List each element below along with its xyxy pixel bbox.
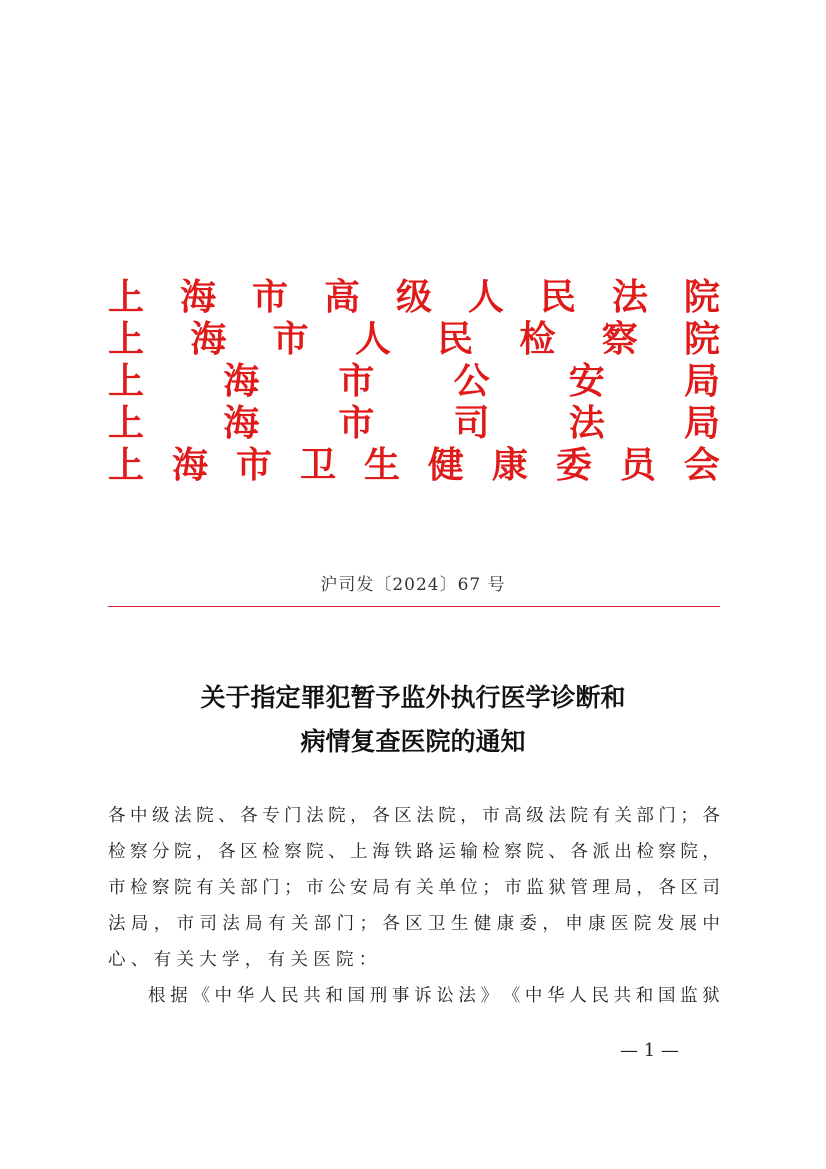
body-char: 委 — [519, 914, 537, 934]
body-char: 市 — [108, 878, 126, 898]
body-char: ， — [153, 914, 172, 934]
body-char: ， — [196, 842, 214, 862]
issuer-char: 人 — [467, 276, 504, 318]
issuer-char: 上 — [108, 444, 145, 486]
body-char: 狱 — [702, 986, 720, 1006]
body-char: 单 — [438, 878, 456, 898]
issuer-char: 公 — [453, 360, 490, 402]
issuer-char: 级 — [395, 276, 432, 318]
body-char: 据 — [170, 986, 188, 1006]
body-char: 察 — [152, 878, 170, 898]
body-char: 和 — [325, 986, 343, 1006]
body-char: 局 — [614, 878, 632, 898]
body-char: 级 — [526, 806, 544, 826]
issuer-char: 高 — [323, 276, 360, 318]
red-divider — [108, 606, 720, 607]
body-char: 路 — [416, 842, 434, 862]
body-char: 有 — [268, 914, 286, 934]
issuer-char: 市 — [235, 444, 272, 486]
body-char: 法 — [416, 806, 434, 826]
body-char: 司 — [199, 914, 217, 934]
body-char: 区 — [394, 806, 412, 826]
body-char: ； — [284, 878, 302, 898]
body-char: 发 — [656, 914, 675, 934]
issuer-char: 民 — [437, 318, 474, 360]
document-number: 沪司发〔2024〕67 号 — [320, 575, 506, 595]
body-char: 国 — [347, 986, 366, 1006]
issuer-char: 民 — [539, 276, 576, 318]
body-char: 狱 — [548, 878, 566, 898]
body-char: 华 — [236, 986, 255, 1006]
body-char: 部 — [636, 806, 654, 826]
issuer-char: 市 — [251, 276, 288, 318]
body-line — [108, 870, 720, 906]
body-char: 监 — [680, 986, 698, 1006]
body-char: 法 — [306, 806, 324, 826]
body-char: 康 — [496, 914, 515, 934]
body-char: 民 — [281, 986, 299, 1006]
body-char: 局 — [130, 914, 149, 934]
body-char: 各 — [382, 914, 400, 934]
body-char: 各 — [218, 842, 236, 862]
issuer-char: 司 — [453, 402, 490, 444]
body-char: 院 — [174, 878, 192, 898]
body-char: 部 — [313, 914, 332, 934]
body-char: 各 — [372, 806, 390, 826]
body-line — [108, 834, 720, 870]
body-char: 检 — [636, 842, 654, 862]
body-char: 各 — [658, 878, 676, 898]
body-char: 派 — [592, 842, 610, 862]
body-char: 海 — [372, 842, 390, 862]
body-char: 位 — [460, 878, 478, 898]
body-char: 关 — [416, 878, 434, 898]
issuer-char: 上 — [108, 276, 145, 318]
body-char: 诉 — [414, 986, 432, 1006]
body-char: 部 — [240, 878, 258, 898]
body-char: 有 — [196, 878, 214, 898]
body-char: 市 — [504, 878, 522, 898]
body-char: 有 — [592, 806, 610, 826]
issuer-char: 市 — [338, 402, 375, 444]
body-line — [108, 906, 720, 942]
body-char: ； — [482, 878, 500, 898]
body-char: 各 — [240, 806, 258, 826]
body-char: 《 — [502, 986, 521, 1006]
body-char: 华 — [547, 986, 565, 1006]
issuer-char: 卫 — [299, 444, 336, 486]
issuer-char: 安 — [568, 360, 605, 402]
body-char: 专 — [262, 806, 280, 826]
body-char: 局 — [372, 878, 390, 898]
issuer-char: 海 — [223, 402, 260, 444]
title-line-1: 关于指定罪犯暂予监外执行医学诊断和 — [200, 683, 626, 712]
body-char: 人 — [258, 986, 277, 1006]
body-char: 院 — [196, 806, 214, 826]
body-char: 分 — [152, 842, 170, 862]
body-char: 》 — [480, 986, 499, 1006]
title-line-2: 病情复查医院的通知 — [300, 727, 526, 756]
body-char: 院 — [680, 842, 698, 862]
issuer-char: 法 — [568, 402, 605, 444]
issuer-char: 会 — [683, 444, 720, 486]
issuer-char: 康 — [491, 444, 528, 486]
issuer-char: 院 — [683, 318, 720, 360]
body-char: 《 — [192, 986, 210, 1006]
body-char: 理 — [592, 878, 610, 898]
issuer-char: 检 — [519, 318, 556, 360]
body-char: 院 — [526, 842, 544, 862]
body-char: 共 — [613, 986, 632, 1006]
page-number: — 1 — — [620, 1040, 679, 1061]
body-char: 铁 — [394, 842, 412, 862]
issuer-line — [108, 402, 720, 444]
body-char: 安 — [350, 878, 368, 898]
body-char: 区 — [240, 842, 258, 862]
body-char: 市 — [306, 878, 324, 898]
issuer-char: 健 — [427, 444, 464, 486]
body-char: 区 — [405, 914, 423, 934]
issuer-char: 上 — [108, 318, 145, 360]
issuer-char: 局 — [683, 360, 720, 402]
body-char: ； — [680, 806, 698, 826]
body-char: 法 — [458, 986, 476, 1006]
body-char: 法 — [222, 914, 240, 934]
body-char: 国 — [657, 986, 676, 1006]
body-char: ， — [460, 806, 478, 826]
body-char: 院 — [328, 806, 346, 826]
body-char: 门 — [658, 806, 676, 826]
body-char: 院 — [174, 842, 192, 862]
body-char: 检 — [482, 842, 500, 862]
body-char: 刑 — [369, 986, 388, 1006]
body-char: 中 — [214, 986, 233, 1006]
body-char: 公 — [328, 878, 346, 898]
body-char: 和 — [635, 986, 654, 1006]
issuer-line — [108, 360, 720, 402]
issuer-char: 局 — [683, 402, 720, 444]
issuer-char: 上 — [108, 402, 145, 444]
body-char: 管 — [570, 878, 588, 898]
body-char: 院 — [633, 914, 652, 934]
body-char: 输 — [460, 842, 478, 862]
body-char: 出 — [614, 842, 632, 862]
body-char: 局 — [245, 914, 263, 934]
body-char: 健 — [473, 914, 492, 934]
issuer-char: 法 — [611, 276, 648, 318]
body-char: 察 — [658, 842, 676, 862]
body-char: 门 — [336, 914, 355, 934]
body-char: ， — [702, 842, 720, 862]
body-char: 展 — [679, 914, 697, 934]
issuer-char: 上 — [108, 360, 145, 402]
body-char: 共 — [303, 986, 321, 1006]
body-char: 中 — [702, 914, 720, 934]
body-char: 市 — [482, 806, 500, 826]
body-char: ， — [542, 914, 560, 934]
body-char: ， — [350, 806, 368, 826]
issuer-char: 海 — [190, 318, 227, 360]
body-line — [108, 978, 720, 1014]
issuer-char: 海 — [179, 276, 216, 318]
body-char: 运 — [438, 842, 456, 862]
body-char: 各 — [570, 842, 588, 862]
body-char: 、 — [328, 842, 346, 862]
body-char: 讼 — [436, 986, 454, 1006]
body-text — [108, 798, 720, 1014]
body-char: 康 — [588, 914, 606, 934]
body-char: 检 — [108, 842, 126, 862]
body-char: 中 — [130, 806, 148, 826]
body-char: 门 — [284, 806, 302, 826]
body-line: 心、有关大学，有关医院： — [108, 950, 382, 970]
body-char: 民 — [591, 986, 609, 1006]
issuer-char: 院 — [683, 276, 720, 318]
body-char: 察 — [284, 842, 302, 862]
body-char: 察 — [130, 842, 148, 862]
body-char: 法 — [548, 806, 566, 826]
issuer-line — [108, 318, 720, 360]
body-char: 关 — [614, 806, 632, 826]
issuer-char: 察 — [601, 318, 638, 360]
body-char: 司 — [702, 878, 720, 898]
body-char: 各 — [702, 806, 720, 826]
body-char: 市 — [176, 914, 195, 934]
issuer-char: 市 — [338, 360, 375, 402]
issuer-line — [108, 444, 720, 486]
body-line — [108, 798, 720, 834]
body-char: 门 — [262, 878, 280, 898]
body-char: 监 — [526, 878, 544, 898]
body-char: 各 — [108, 806, 126, 826]
issuer-char: 人 — [354, 318, 391, 360]
body-char: 区 — [680, 878, 698, 898]
body-char: 法 — [174, 806, 192, 826]
issuing-authorities — [108, 276, 720, 486]
body-char: 有 — [394, 878, 412, 898]
body-char: 、 — [218, 806, 236, 826]
body-char: 申 — [565, 914, 583, 934]
body-char: 院 — [570, 806, 588, 826]
body-char: 关 — [290, 914, 309, 934]
body-char: 高 — [504, 806, 522, 826]
issuer-char: 海 — [171, 444, 208, 486]
body-char: 卫 — [428, 914, 446, 934]
issuer-line — [108, 276, 720, 318]
body-char: 事 — [391, 986, 410, 1006]
body-char: 根 — [148, 986, 166, 1006]
body-char: 生 — [450, 914, 469, 934]
body-char: 级 — [152, 806, 170, 826]
body-char: 院 — [438, 806, 456, 826]
body-char: 检 — [130, 878, 148, 898]
body-char: 上 — [350, 842, 368, 862]
document-title — [0, 676, 826, 764]
issuer-char: 海 — [223, 360, 260, 402]
body-char: 察 — [504, 842, 522, 862]
body-char: ， — [636, 878, 654, 898]
body-char: 人 — [569, 986, 587, 1006]
body-char: 、 — [548, 842, 566, 862]
body-char: 院 — [306, 842, 324, 862]
body-char: 医 — [610, 914, 629, 934]
issuer-char: 员 — [619, 444, 656, 486]
body-char: ； — [359, 914, 377, 934]
issuer-char: 生 — [363, 444, 400, 486]
body-char: 中 — [524, 986, 543, 1006]
body-char: 检 — [262, 842, 280, 862]
issuer-char: 市 — [272, 318, 309, 360]
body-char: 关 — [218, 878, 236, 898]
issuer-char: 委 — [555, 444, 592, 486]
body-char: 法 — [108, 914, 126, 934]
